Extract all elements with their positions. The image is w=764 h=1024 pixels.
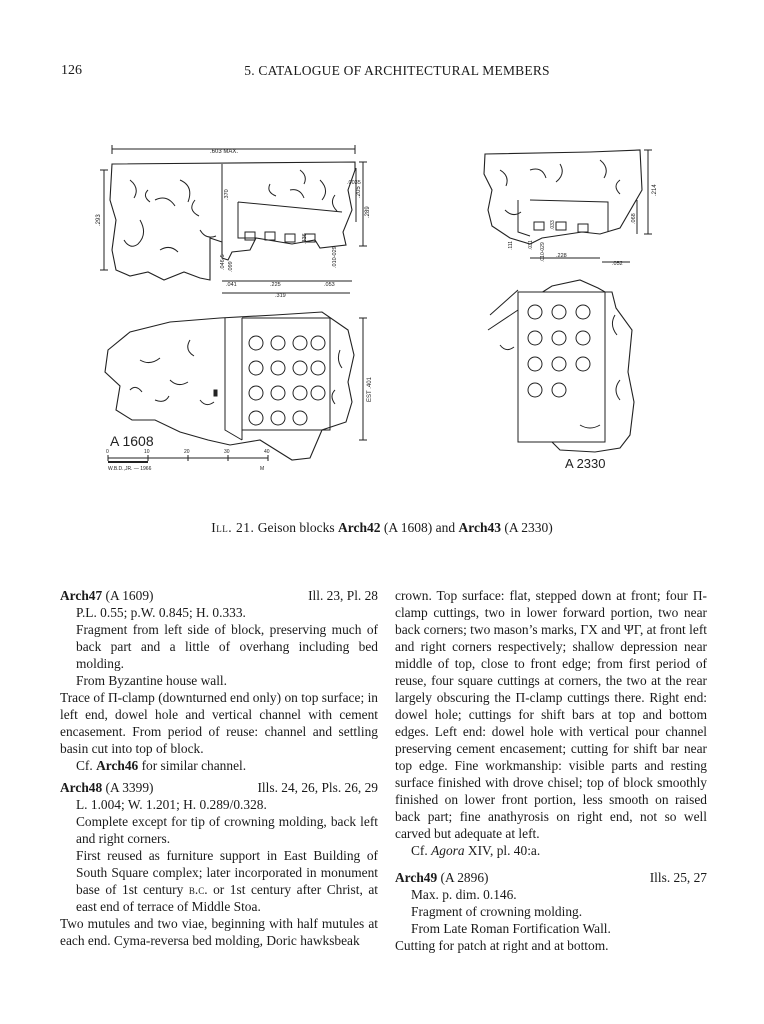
- right-column: [395, 587, 707, 954]
- dim-right-052: .052: [612, 261, 623, 267]
- left-block-label: A 1608: [110, 433, 154, 449]
- left-column: [60, 587, 378, 949]
- entry-description: Fragment from left side of block, preserving much of back part and a little of overhang including bed molding.: [76, 622, 378, 671]
- findspot-part-b: or 1st century after Christ, at east end of terrace of Middle Stoa.: [76, 882, 378, 914]
- dim-left-319: .319: [275, 293, 286, 299]
- dim-left-046: .046-5: [220, 254, 226, 270]
- cf-prefix: Cf.: [411, 843, 432, 858]
- entry-body: Two mutules and two viae, beginning with half mutules at each end. Cyma-reversa bed molding, Doric hawksbeak: [60, 916, 378, 948]
- entry-accession: (A 3399): [102, 780, 154, 795]
- entry-illustration-refs: Ills. 25, 27: [649, 870, 707, 885]
- dim-left-336: .336: [302, 233, 308, 244]
- entry-description: Fragment of crowning molding.: [411, 904, 583, 919]
- entry-dimensions: Max. p. dim. 0.146.: [411, 887, 517, 902]
- dim-right-228: .228: [556, 253, 567, 259]
- dim-right-010: .010-029: [540, 242, 546, 262]
- left-elevation-drawing: [96, 145, 371, 299]
- dim-left-289: .289: [365, 206, 371, 218]
- cf-suffix: XIV, pl. 40:a.: [464, 843, 541, 858]
- dim-left-041: .041: [226, 282, 237, 288]
- dim-right-111: .111: [508, 241, 514, 250]
- dim-right-033: .033: [550, 220, 556, 230]
- entry-id: Arch47: [60, 588, 103, 603]
- dim-left-370: .370: [224, 189, 230, 200]
- cf-title: Agora: [431, 843, 465, 858]
- scale-tick-3: 30: [224, 449, 230, 455]
- entry-heading-arch48: [60, 779, 378, 796]
- left-plan-drawing: [105, 312, 373, 472]
- geison-drawings-figure: [60, 140, 705, 480]
- caption-prefix: Ill. 21.: [211, 520, 255, 535]
- entry-findspot: From Late Roman Fortification Wall.: [411, 921, 611, 936]
- entry-id: Arch49: [395, 870, 438, 885]
- cf-suffix: for similar channel.: [138, 758, 247, 773]
- dim-right-068: .068: [631, 213, 637, 224]
- caption-text-2: (A 1608) and: [380, 520, 459, 535]
- entry-illustration-refs: Ill. 23, Pl. 28: [308, 588, 378, 603]
- entry-dimensions: L. 1.004; W. 1.201; H. 0.289/0.328.: [76, 797, 267, 812]
- entry-body: Cutting for patch at right and at bottom.: [395, 938, 609, 953]
- findspot-era: b.c.: [188, 882, 208, 897]
- scale-tick-1: 10: [144, 449, 150, 455]
- entry-accession: (A 2896): [437, 870, 489, 885]
- scale-credit: W.B.D.,JR. — 1966: [108, 466, 152, 472]
- entry-heading-arch47: [60, 587, 378, 604]
- dim-left-010: .010-029: [332, 246, 338, 268]
- dim-left-099: .099: [228, 261, 234, 272]
- drawing-canvas: [60, 140, 705, 480]
- dim-right-031: .031: [528, 240, 534, 250]
- right-elevation-drawing: [484, 150, 658, 267]
- scale-tick-2: 20: [184, 449, 190, 455]
- scale-tick-4: 40: [264, 449, 270, 455]
- findspot-part-a: First reused as furniture support in East Building of South Square complex; later incorporated in monument base of 1st century: [76, 848, 378, 897]
- dim-right-214: .214: [652, 184, 658, 196]
- cf-prefix: Cf.: [76, 758, 97, 773]
- cf-ref[interactable]: Arch46: [96, 758, 139, 773]
- entry-illustration-refs: Ills. 24, 26, Pls. 26, 29: [257, 780, 378, 795]
- right-block-label: A 2330: [565, 456, 606, 471]
- scale-tick-0: 0: [106, 449, 109, 455]
- right-plan-drawing: [488, 280, 634, 471]
- entry-findspot: [60, 847, 378, 915]
- entry-body-continued: crown. Top surface: flat, stepped down at front; four Π-clamp cuttings, two in lower forward portion, two near back corners; two mason’s marks, ΓΧ and ΨΓ, at front left and right corners respectively; shallow depression near middle of top, close to front edge; from first period of reuse, four square cuttings at corners, the two at the rear largely obscuring the Π-clamp cuttings there. Right end: dowel hole; cuttings for shift bars at top and bottom edges. Left end: dowel hole with vertical pour channel preserving cement encasement; cutting for shift bar near top edge. Fine workmanship: visible parts and resting surface finished with drove chisel; top of block smoothly finished on lower front portion, less smooth on raised back part; fine anathyrosis on right end, not so well carved but adequate at left.: [395, 588, 707, 841]
- entry-id: Arch48: [60, 780, 103, 795]
- caption-ref-2[interactable]: Arch43: [458, 520, 501, 535]
- entry-dimensions: P.L. 0.55; p.W. 0.845; H. 0.333.: [76, 605, 246, 620]
- entry-description: Complete except for tip of crowning molding, back left and right corners.: [76, 814, 378, 846]
- dim-left-225: .225: [270, 282, 281, 288]
- scale-unit: M: [260, 466, 265, 472]
- dim-left-293: .293: [96, 214, 102, 226]
- dim-left-053: .053: [324, 282, 335, 288]
- entry-cf: [60, 757, 378, 774]
- entry-accession: (A 1609): [102, 588, 154, 603]
- dim-left-035: .0035: [347, 180, 361, 186]
- page-number: 126: [61, 63, 82, 78]
- figure-caption: [0, 520, 764, 536]
- caption-text-1: Geison blocks: [254, 520, 338, 535]
- entry-body: Trace of Π-clamp (downturned end only) on top surface; in left end, dowel hole and vertical channel with cement encasement. From period of reuse: channel and settling basin cut into top of block.: [60, 690, 378, 756]
- caption-text-3: (A 2330): [501, 520, 553, 535]
- running-title: 5. CATALOGUE OF ARCHITECTURAL MEMBERS: [244, 63, 550, 78]
- dim-left-205: .205: [356, 186, 362, 198]
- caption-ref-1[interactable]: Arch42: [338, 520, 381, 535]
- entry-cf: [395, 842, 707, 859]
- dim-left-top: .603 MAX.: [210, 149, 239, 155]
- entry-findspot: From Byzantine house wall.: [76, 673, 227, 688]
- entry-heading-arch49: [395, 869, 707, 886]
- dim-left-est: EST .401: [367, 377, 373, 402]
